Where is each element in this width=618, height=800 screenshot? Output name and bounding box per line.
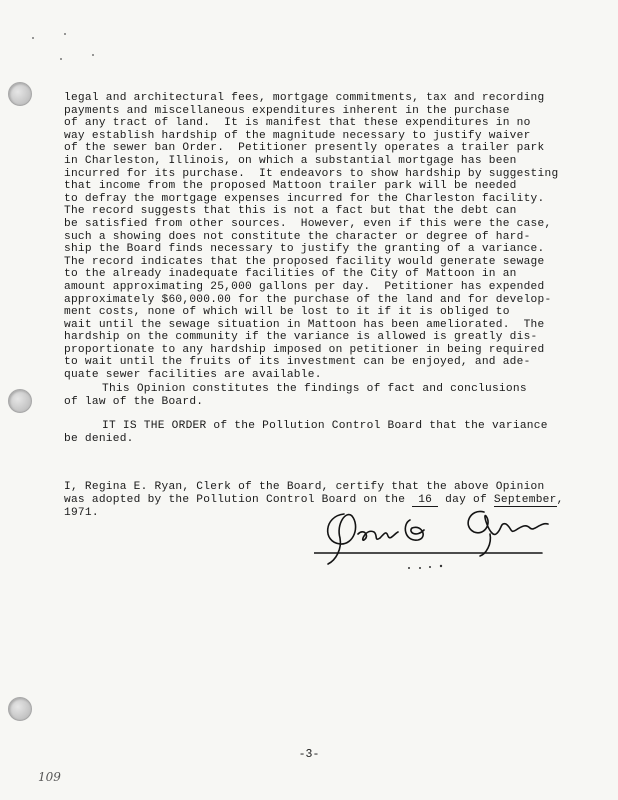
body-line: be satisfied from other sources. However, even if this were the case, bbox=[64, 217, 552, 230]
punch-hole-bottom bbox=[8, 697, 32, 721]
body-line: way establish hardship of the magnitude necessary to justify waiver bbox=[64, 129, 531, 142]
certification-text: was adopted by the Pollution Control Board on the bbox=[64, 493, 413, 506]
punch-hole-top bbox=[8, 82, 32, 106]
body-line: payments and miscellaneous expenditures inherent in the purchase bbox=[64, 104, 510, 117]
order-paragraph bbox=[64, 420, 584, 445]
punch-hole-middle bbox=[8, 389, 32, 413]
certification-day: 16 bbox=[412, 494, 438, 508]
handwritten-page-mark: 109 bbox=[38, 770, 61, 784]
opinion-line: of law of the Board. bbox=[64, 395, 204, 408]
speck bbox=[64, 33, 66, 35]
body-line: proportionate to any hardship imposed on petitioner in being required bbox=[64, 343, 545, 356]
speck bbox=[32, 37, 34, 39]
body-line: of the sewer ban Order. Petitioner presently operates a trailer park bbox=[64, 142, 545, 155]
body-line: to wait until the fruits of its investment can be enjoyed, and ade- bbox=[64, 356, 531, 369]
order-line: IT IS THE ORDER of the Pollution Control Board that the variance bbox=[102, 420, 548, 432]
certification-year: 1971. bbox=[64, 507, 99, 520]
body-line: amount approximating 25,000 gallons per day. Petitioner has expended bbox=[64, 280, 545, 293]
body-line: in Charleston, Illinois, on which a substantial mortgage has been bbox=[64, 154, 517, 167]
certification-month: September bbox=[493, 493, 557, 506]
body-line: approximately $60,000.00 for the purchase of the land and for develop- bbox=[64, 293, 552, 306]
order-line: be denied. bbox=[64, 432, 134, 445]
body-line: quate sewer facilities are available. bbox=[64, 369, 322, 382]
body-line: such a showing does not constitute the character or degree of hard- bbox=[64, 230, 531, 243]
body-line: The record suggests that this is not a fact but that the debt can bbox=[64, 205, 517, 218]
certification-line: I, Regina E. Ryan, Clerk of the Board, certify that the above Opinion bbox=[64, 481, 545, 493]
opinion-line: This Opinion constitutes the findings of fact and conclusions bbox=[102, 383, 527, 395]
body-line: that income from the proposed Mattoon trailer park will be needed bbox=[64, 180, 517, 193]
body-line: legal and architectural fees, mortgage commitments, tax and recording bbox=[64, 92, 545, 104]
body-line: hardship on the community if the variance is allowed is greatly dis- bbox=[64, 331, 538, 344]
speck bbox=[92, 54, 94, 56]
page-number: -3- bbox=[298, 748, 320, 761]
body-line: incurred for its purchase. It endeavors to show hardship by suggesting bbox=[64, 167, 559, 180]
body-line: wait until the sewage situation in Mattoon has been ameliorated. The bbox=[64, 318, 545, 331]
body-paragraph bbox=[64, 92, 584, 382]
opinion-paragraph bbox=[64, 383, 584, 408]
certification-text: , bbox=[556, 493, 564, 506]
body-line: of any tract of land. It is manifest that these expenditures in no bbox=[64, 117, 531, 130]
body-line: ship the Board finds necessary to justify the granting of a variance. bbox=[64, 243, 545, 256]
body-line: to the already inadequate facilities of the City of Mattoon in an bbox=[64, 268, 517, 281]
body-line: The record indicates that the proposed facility would generate sewage bbox=[64, 255, 545, 268]
body-line: to defray the mortgage expenses incurred for the Charleston facility. bbox=[64, 192, 545, 205]
speck bbox=[60, 58, 62, 60]
certification-text: day of bbox=[438, 493, 494, 506]
body-line: ment costs, none of which will be lost to it if it is obliged to bbox=[64, 306, 510, 319]
clerk-signature bbox=[314, 494, 574, 574]
